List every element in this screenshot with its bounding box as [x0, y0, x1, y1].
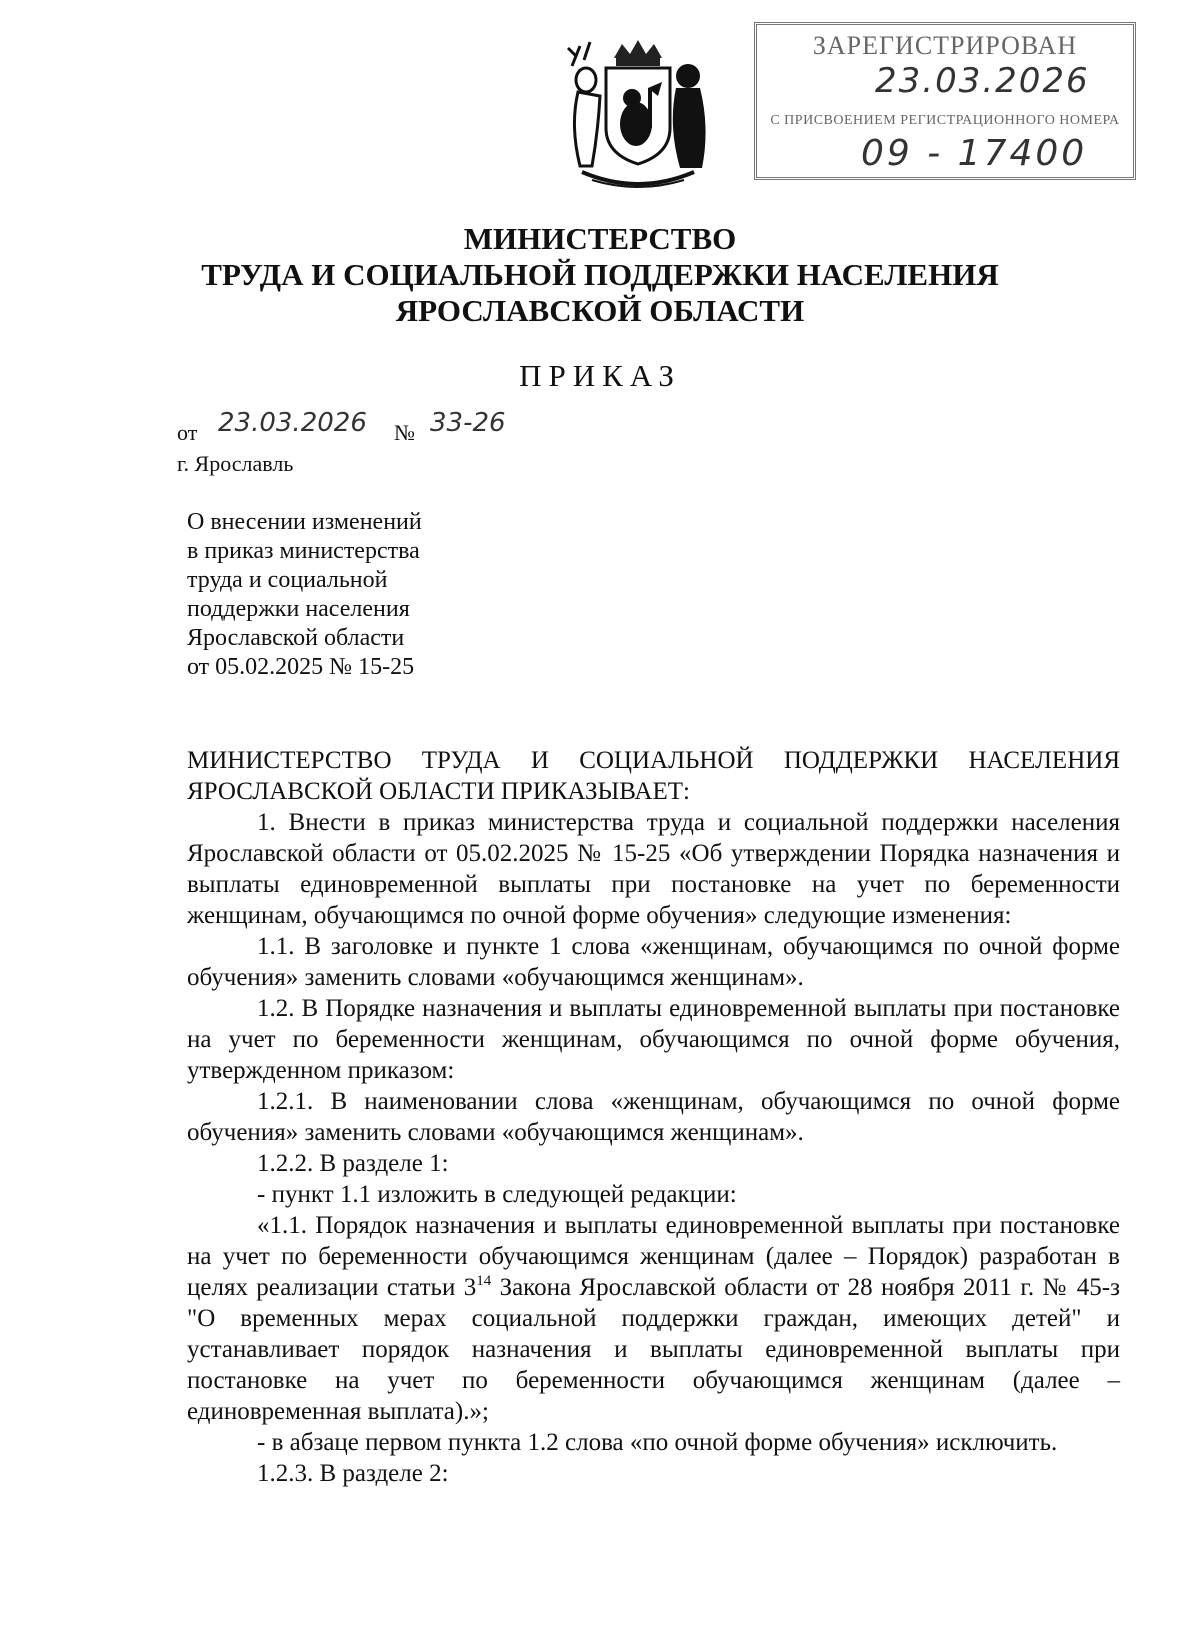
order-from-label: от: [177, 420, 198, 445]
stamp-registration-number: 09 - 17400: [861, 133, 1088, 174]
quote-text-part-b: Закона Ярославской области от 28 ноября 2011 г. № 45-з "О временных мерах социальной поддержки граждан, имеющих детей" и устанавливает порядок назначения и выплаты единовременной выплаты при постановке на учет по беременности обучающимся женщинам (далее – единовременная выплата).»;: [187, 1274, 1120, 1425]
subject-line: от 05.02.2025 № 15-25: [187, 654, 415, 680]
stamp-assigned-label: С ПРИСВОЕНИЕМ РЕГИСТРАЦИОННОГО НОМЕРА: [770, 113, 1120, 128]
body-dash-item-2: - в абзаце первом пункта 1.2 слова «по очной форме обучения» исключить.: [257, 1429, 1058, 1456]
body-intro: МИНИСТЕРСТВО ТРУДА И СОЦИАЛЬНОЙ ПОДДЕРЖКИ НАСЕЛЕНИЯ ЯРОСЛАВСКОЙ ОБЛАСТИ ПРИКАЗЫВАЕТ:: [187, 747, 1120, 805]
body-paragraph-1-2: 1.2. В Порядке назначения и выплаты единовременной выплаты при постановке на учет по беременности женщинам, обучающимся по очной форме обучения, утвержденном приказом:: [187, 995, 1120, 1084]
order-number-handwritten: 33-26: [430, 408, 506, 438]
subject-line: Ярославской области: [187, 625, 405, 651]
order-city: г. Ярославль: [177, 451, 294, 476]
quote-text-part-a: «1.1. Порядок назначения и выплаты единовременной выплаты при постановке на учет по беременности обучающимся женщинам (далее – Порядок) разработан в целях реализации статьи 3: [187, 1212, 1120, 1301]
body-paragraph-1-2-3: 1.2.3. В разделе 2:: [257, 1460, 449, 1487]
body-quote-paragraph: [187, 1210, 1120, 1427]
registration-stamp: [754, 22, 1136, 180]
quote-superscript: 14: [476, 1273, 492, 1289]
body-paragraph-1: 1. Внести в приказ министерства труда и социальной поддержки населения Ярославской области от 05.02.2025 № 15-25 «Об утверждении Порядка назначения и выплаты единовременной выплаты при постановке на учет по беременности женщинам, обучающимся по очной форме обучения» следующие изменения:: [187, 809, 1120, 929]
ministry-header-line2: ТРУДА И СОЦИАЛЬНОЙ ПОДДЕРЖКИ НАСЕЛЕНИЯ: [201, 257, 999, 292]
subject-line: в приказ министерства: [187, 538, 420, 564]
subject-line: труда и социальной: [187, 567, 388, 593]
stamp-registration-date: 23.03.2026: [875, 61, 1090, 101]
subject-line: поддержки населения: [187, 596, 410, 622]
order-number-label: №: [394, 420, 415, 445]
ministry-header-line3: ЯРОСЛАВСКОЙ ОБЛАСТИ: [395, 293, 805, 328]
subject-line: О внесении изменений: [187, 509, 422, 535]
order-body: [187, 745, 1120, 1489]
order-date-handwritten: 23.03.2026: [218, 408, 367, 438]
body-paragraph-1-2-2: 1.2.2. В разделе 1:: [257, 1150, 449, 1177]
order-subject: [187, 508, 527, 682]
coat-of-arms-icon: [562, 36, 714, 196]
body-paragraph-1-2-1: 1.2.1. В наименовании слова «женщинам, обучающимся по очной форме обучения» заменить словами «обучающимся женщинам».: [187, 1088, 1120, 1146]
order-title: ПРИКАЗ: [519, 358, 681, 393]
body-paragraph-1-1: 1.1. В заголовке и пункте 1 слова «женщинам, обучающимся по очной форме обучения» заменить словами «обучающимся женщинам».: [187, 933, 1120, 991]
stamp-registered-label: ЗАРЕГИСТРИРОВАН: [812, 31, 1078, 60]
body-dash-item-1: - пункт 1.1 изложить в следующей редакции:: [257, 1181, 737, 1208]
ministry-header-line1: МИНИСТЕРСТВО: [463, 221, 737, 256]
